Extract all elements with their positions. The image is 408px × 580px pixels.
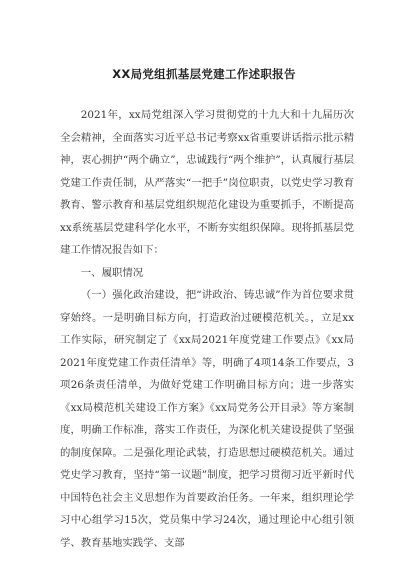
section-heading: 一、履职情况 xyxy=(80,266,144,279)
document-title: XX局党组抓基层党建工作述职报告 xyxy=(112,67,296,81)
section-paragraph: （一）强化政治建设，把“讲政治、铸忠诚”作为首位要求贯穿始终。一是明确目标方向，打造政治过硬模范机关。，立足xx工作实际，研究制定了《xx局2021年度党建工作要点》《xx局2021年度党建工作责任清单》等，明确了4项14条工作要点，3项26条责任清单，为做好党建工作明确目标方向；进一步落实《xx局模范机关建设工作方案》《xx局党务公开目录》等方案制度，明确工作标准，落实工作责任，为深化机关建设提供了坚强的制度保障。二是强化理论武装，打造思想过硬模范机关。通过党史学习教育，坚持“第一议题”制度，把学习贯彻习近平新时代中国特色社会主义思想作为首要政治任务。一年来，组织理论学习中心组学习15次，党员集中学习24次，通过理论中心组引领学、教育基地实践学、支部 xyxy=(60,289,354,549)
intro-paragraph: 2021年，xx局党组深入学习贯彻党的十九大和十九届历次全会精神，全面落实习近平总书记考察xx省重要讲话指示批示精神，衷心拥护“两个确立”，忠诚践行“两个维护”，认真履行基层党建工作责任制，从严落实“一把手”岗位职责，以党史学习教育教育、警示教育和基层党组织规范化建设为重要抓手，不断提高xx系统基层党建科学化水平，不断夯实组织保障。现将抓基层党建工作情况报告如下： xyxy=(60,109,354,256)
document-body xyxy=(60,104,354,554)
